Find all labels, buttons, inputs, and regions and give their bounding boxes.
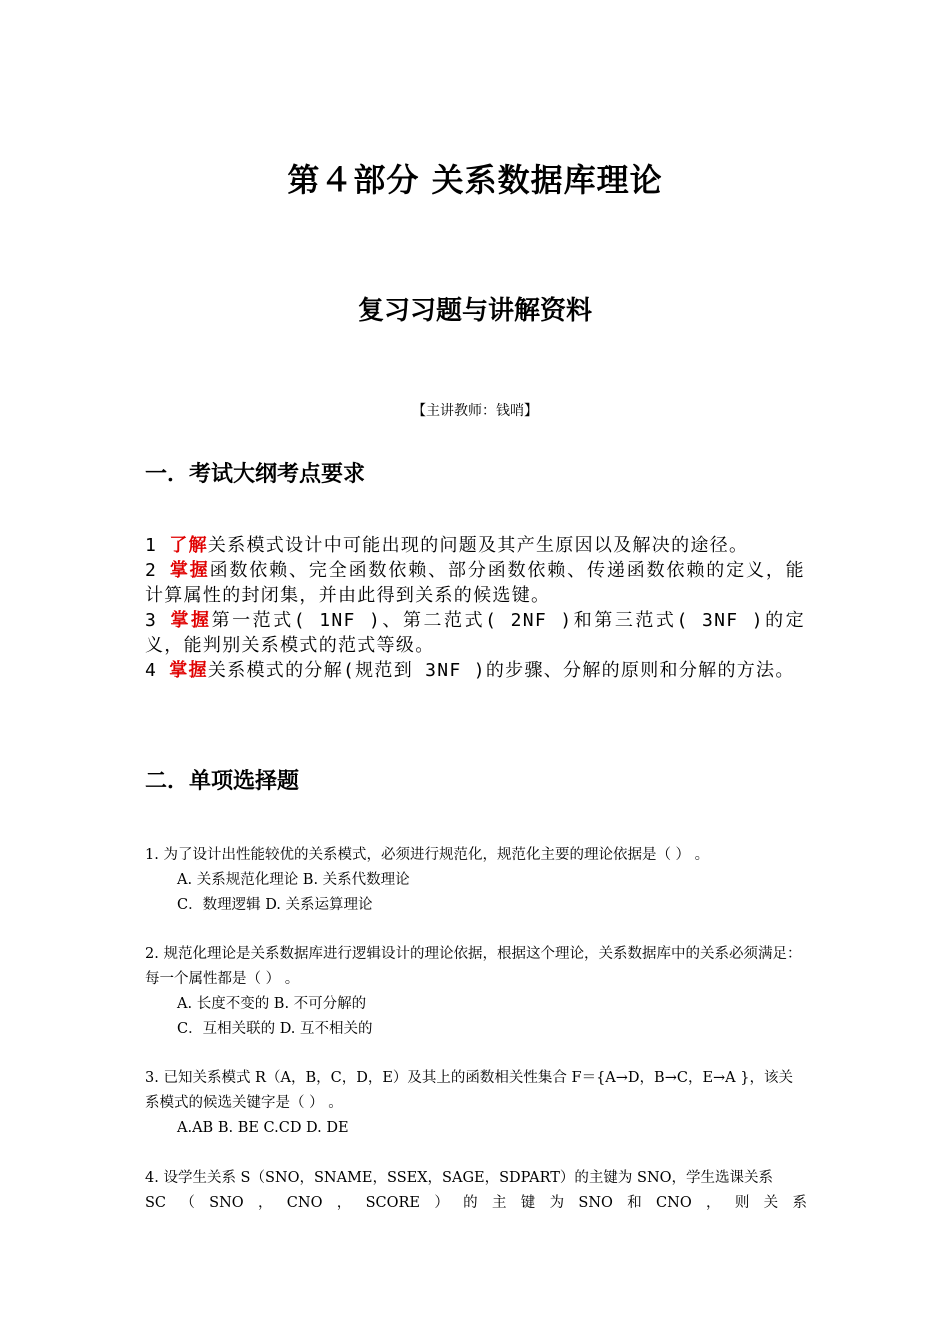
stem-word: 和 <box>627 1195 642 1211</box>
stem-word: ， <box>706 1195 721 1211</box>
question-2 <box>145 942 807 1042</box>
question-stem: 2. 规范化理论是关系数据库进行逻辑设计的理论依据，根据这个理论，关系数据库中的关系必须满足：每一个属性都是（ ） 。 <box>145 946 802 987</box>
section-heading-outline: 一．考试大纲考点要求 <box>145 462 366 487</box>
question-3 <box>145 1066 807 1141</box>
stem-word: SC <box>145 1195 167 1211</box>
item-number: 2 <box>145 560 170 581</box>
item-text: 关系模式的分解(规范到 3NF )的步骤、分解的原则和分解的方法。 <box>207 660 795 681</box>
stem-word: SCORE <box>365 1195 421 1211</box>
page-subtitle: 复习习题与讲解资料 <box>357 296 592 326</box>
question-stem: 4. 设学生关系 S（SNO，SNAME，SSEX，SAGE，SDPART）的主键为 SNO，学生选课关系 <box>145 1170 774 1186</box>
stem-word: 则 <box>734 1195 750 1211</box>
question-1 <box>145 843 807 918</box>
question-stem-continued <box>145 1191 807 1216</box>
stem-word: 键 <box>520 1195 536 1211</box>
stem-word: ， <box>257 1195 273 1211</box>
stem-word: 的 <box>463 1195 478 1211</box>
item-text: 函数依赖、完全函数依赖、部分函数依赖、传递函数依赖的定义，能计算属性的封闭集，并由此得到关系的候选键。 <box>145 560 805 606</box>
stem-word: 关 <box>763 1195 779 1211</box>
stem-word: 为 <box>549 1195 565 1211</box>
outline-item <box>145 558 805 608</box>
item-number: 3 <box>145 610 171 631</box>
stem-word: CNO <box>286 1195 323 1211</box>
outline-item <box>145 658 805 683</box>
stem-word: 系 <box>792 1195 807 1211</box>
question-stem: 3. 已知关系模式 R（A，B，C，D，E）及其上的函数相关性集合 F＝{A→D，B→C，E→A }，该关系模式的候选关键字是（ ） 。 <box>145 1070 793 1111</box>
outline-item <box>145 608 805 658</box>
item-keyword: 掌握 <box>170 610 212 631</box>
stem-word: ） <box>434 1195 449 1211</box>
outline-list <box>145 533 805 683</box>
item-keyword: 掌握 <box>169 560 210 581</box>
item-keyword: 掌握 <box>169 660 208 681</box>
stem-word: ， <box>336 1195 352 1211</box>
stem-word: CNO <box>656 1195 692 1211</box>
question-stem: 1. 为了设计出性能较优的关系模式，必须进行规范化，规范化主要的理论依据是（ ） 。 <box>145 847 710 863</box>
question-options: A.AB B. BE C.CD D. DE <box>177 1120 349 1136</box>
question-options: C．互相关联的 D. 互不相关的 <box>177 1021 373 1037</box>
item-number: 1 <box>145 535 170 556</box>
question-options: A. 关系规范化理论 B. 关系代数理论 <box>177 872 410 888</box>
stem-word: SNO <box>209 1195 244 1211</box>
page-title: 第４部分 关系数据库理论 <box>287 161 663 199</box>
stem-word: 主 <box>491 1195 507 1211</box>
item-text: 第一范式( 1NF )、第二范式( 2NF )和第三范式( 3NF )的定义，能判别关系模式的范式等级。 <box>145 610 805 656</box>
outline-item <box>145 533 805 558</box>
teacher-line: 【主讲教师：钱哨】 <box>412 403 538 419</box>
item-keyword: 了解 <box>169 535 208 556</box>
stem-word: SNO <box>578 1195 613 1211</box>
item-text: 关系模式设计中可能出现的问题及其产生原因以及解决的途径。 <box>207 535 749 556</box>
stem-word: （ <box>180 1195 195 1211</box>
question-4 <box>145 1166 807 1216</box>
section-heading-choice: 二．单项选择题 <box>145 769 300 794</box>
item-number: 4 <box>145 660 170 681</box>
question-options: A. 长度不变的 B. 不可分解的 <box>177 996 367 1012</box>
question-options: C．数理逻辑 D. 关系运算理论 <box>177 897 373 913</box>
